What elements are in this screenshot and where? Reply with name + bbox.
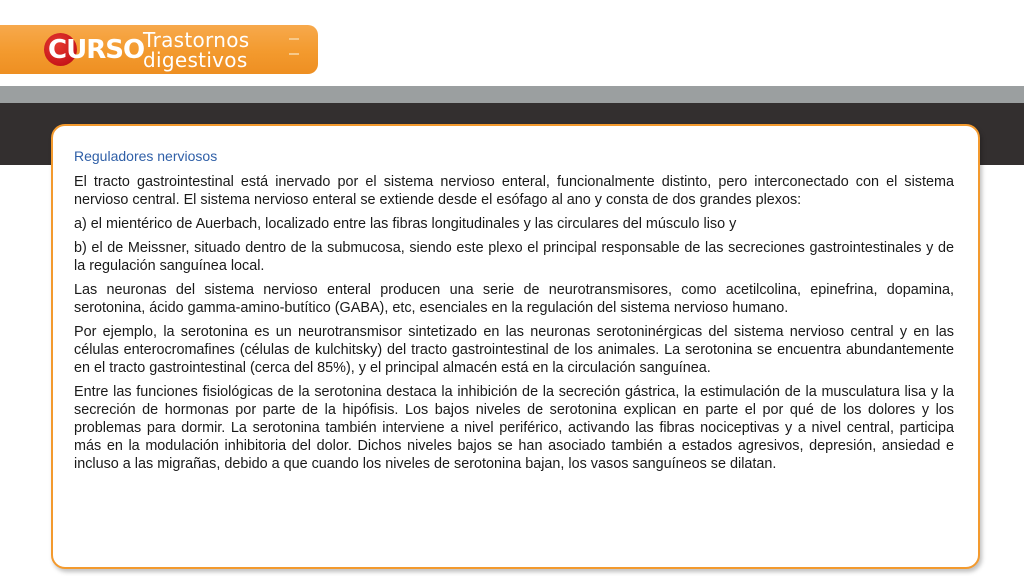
header-grey-band [0,86,1024,103]
paragraph-meissner: b) el de Meissner, situado dentro de la submucosa, siendo este plexo el principal responsable de las secreciones gastrointestinales y de la regulación sanguínea local. [74,240,954,274]
paragraph-intro: El tracto gastrointestinal está inervado por el sistema nervioso enteral, funcionalmente distinto, pero interconectado con el sistema nervioso central. El sistema nervioso enteral se extiende desde el esófago al ano y consta de dos grandes plexos: [74,174,954,208]
paragraph-functions: Entre las funciones fisiológicas de la serotonina destaca la inhibición de la secreción gástrica, la estimulación de la musculatura lisa y la secreción de hormonas por parte de la hipófisis. Los bajos niveles de serotonina explican en parte el por qué de los dolores y los problemas para dormir. La serotonina también interviene a nivel periférico, activando las fibras nociceptivas y a nivel central, participa más en la modulación inhibitoria del dolor. Dichos niveles bajos se han asociado también a estados agresivos, depresión, ansiedad e incluso a las migrañas, debido a que cuando los niveles de serotonina bajan, los vasos sanguíneos se dilatan. [74,384,954,472]
paragraph-auerbach: a) el mientérico de Auerbach, localizado entre las fibras longitudinales y las circulares del músculo liso y [74,216,737,232]
logo-text: CURSO [48,35,145,65]
course-title-line2: digestivos [143,48,248,72]
course-title [143,30,303,70]
course-title-line1: Trastornos [143,28,250,52]
paragraph-neurotransmitters: Las neuronas del sistema nervioso enteral producen una serie de neurotransmisores, como acetilcolina, epinefrina, dopamina, serotonina, ácido gamma-amino-butítico (GABA), etc, esenciales en la regulación del sistema nervioso humano. [74,282,954,316]
section-title: Reguladores nerviosos [74,148,218,164]
banner-menu-icon [289,38,299,55]
paragraph-serotonin: Por ejemplo, la serotonina es un neurotransmisor sintetizado en las neuronas serotoninérgicas del sistema nervioso central y en las células enterocromafines (células de kulchitsky) del tracto gastrointestinal de los animales. La serotonina se encuentra abundantemente en el tracto gastrointestinal (cerca del 85%), y el principal almacén está en la circulación sanguínea. [74,324,954,376]
slide-content [74,147,954,479]
